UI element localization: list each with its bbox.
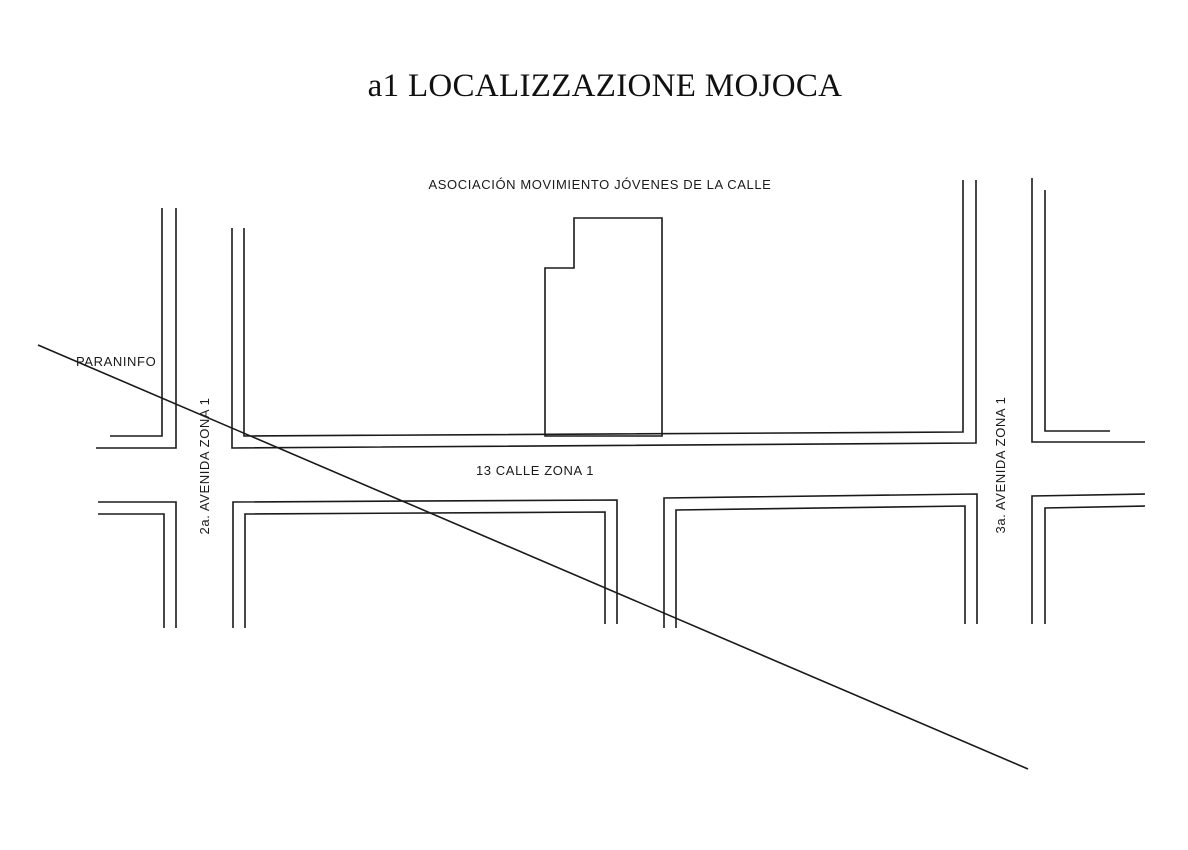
block-southwest-corner — [98, 502, 176, 628]
label-paraninfo: PARANINFO — [76, 354, 157, 369]
label-13-calle: 13 CALLE ZONA 1 — [475, 463, 595, 478]
block-northwest-corner — [96, 208, 176, 448]
block-north-main — [232, 180, 976, 448]
page-title: a1 LOCALIZZAZIONE MOJOCA — [367, 68, 843, 104]
label-association: ASOCIACIÓN MOVIMIENTO JÓVENES DE LA CALLE — [428, 177, 772, 192]
block-south-left — [233, 500, 617, 628]
mojoca-building — [545, 218, 662, 436]
diagonal-street-line — [38, 345, 1028, 769]
label-2a-avenida: 2a. AVENIDA ZONA 1 — [197, 397, 212, 535]
block-southeast-corner — [1032, 494, 1145, 624]
block-northeast-corner — [1032, 178, 1145, 442]
block-south-right — [664, 494, 977, 628]
label-3a-avenida: 3a. AVENIDA ZONA 1 — [993, 396, 1008, 534]
